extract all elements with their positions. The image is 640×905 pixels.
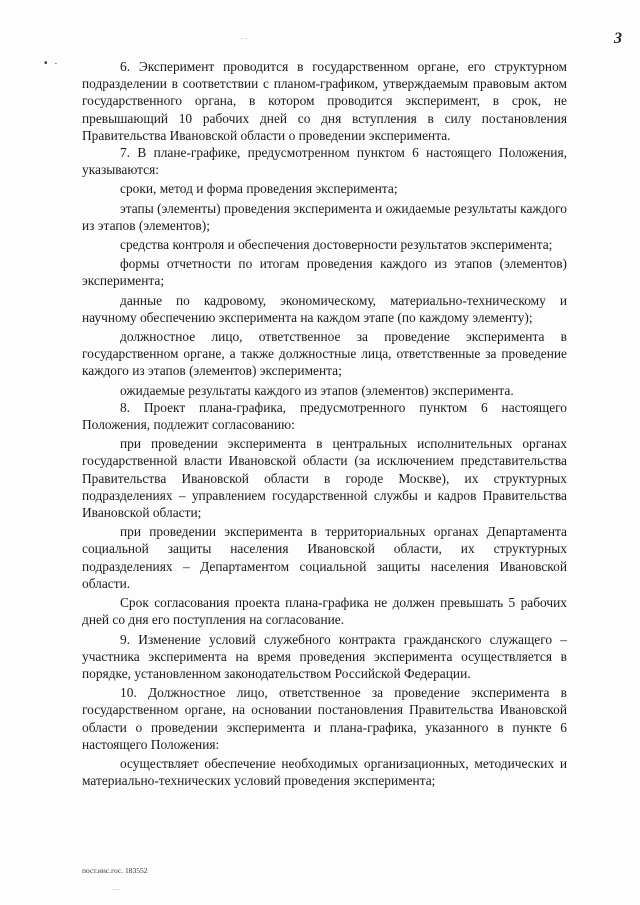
list-item: данные по кадровому, экономическому, материально-техническому и научному обеспечению эксперимента на каждом этапе (по каждому элементу);	[82, 292, 567, 325]
list-item: при проведении эксперимента в центральных исполнительных органах государственной власти Ивановской области (за исключением представительства Правительства Ивановской области в городе Москве), их структурных подразделениях – управлением государственной службы и кадров Правительства Ивановской области;	[82, 436, 567, 521]
paragraph-10: 10. Должностное лицо, ответственное за проведение эксперимента в государственном органе, на основании постановления Правительства Ивановской области о проведении эксперимента и плана-графика, указанного в пункте 6 настоящего Положения:	[82, 685, 567, 752]
list-item: осуществляет обеспечение необходимых организационных, методических и материально-технических условий проведения эксперимента;	[82, 755, 567, 789]
paragraph-6: 6. Эксперимент проводится в государственном органе, его структурном подразделении в соответствии с планом-графиком, утверждаемым правовым актом государственного органа, в котором проводится эксперимент, в срок, не превышающий 10 рабочих дней со дня вступления в силу постановления Правительства Ивановской области о проведении эксперимента.	[82, 59, 567, 143]
paragraph-deadline: Срок согласования проекта плана-графика не должен превышать 5 рабочих дней со дня его поступления на согласование.	[82, 595, 567, 628]
paragraph-9: 9. Изменение условий служебного контракта гражданского служащего – участника эксперимента на время проведения эксперимента осуществляется в порядке, установленном законодательством Российской Федерации.	[82, 631, 567, 681]
margin-mark-left: • ·	[44, 58, 60, 69]
margin-mark-bottom: .....	[112, 886, 121, 892]
list-item: средства контроля и обеспечения достоверности результатов эксперимента;	[120, 237, 553, 253]
document-body	[82, 58, 567, 789]
page-number: 3	[614, 30, 622, 47]
paragraph-7: 7. В плане-графике, предусмотренном пунктом 6 настоящего Положения, указываются:	[82, 145, 567, 178]
list-item: этапы (элементы) проведения эксперимента и ожидаемые результаты каждого из этапов (элементов);	[82, 200, 567, 233]
list-item: сроки, метод и форма проведения эксперимента;	[120, 181, 398, 197]
list-item: ожидаемые результаты каждого из этапов (элементов) эксперимента.	[120, 382, 514, 398]
list-item: формы отчетности по итогам проведения каждого из этапов (элементов) эксперимента;	[82, 256, 567, 289]
margin-mark-top: · ·	[240, 34, 248, 43]
footer-code: пост.инс.гос. 183552	[82, 866, 148, 875]
paragraph-8: 8. Проект плана-графика, предусмотренного пунктом 6 настоящего Положения, подлежит согласованию:	[82, 399, 567, 433]
list-item: при проведении эксперимента в территориальных органах Департамента социальной защиты населения Ивановской области, их структурных подразделениях – Департаментом социальной защиты населения Ивановской области.	[82, 524, 567, 591]
list-item: должностное лицо, ответственное за проведение эксперимента в государственном органе, а также должностные лица, ответственные за проведение каждого из этапов (элементов) эксперимента;	[82, 329, 567, 379]
